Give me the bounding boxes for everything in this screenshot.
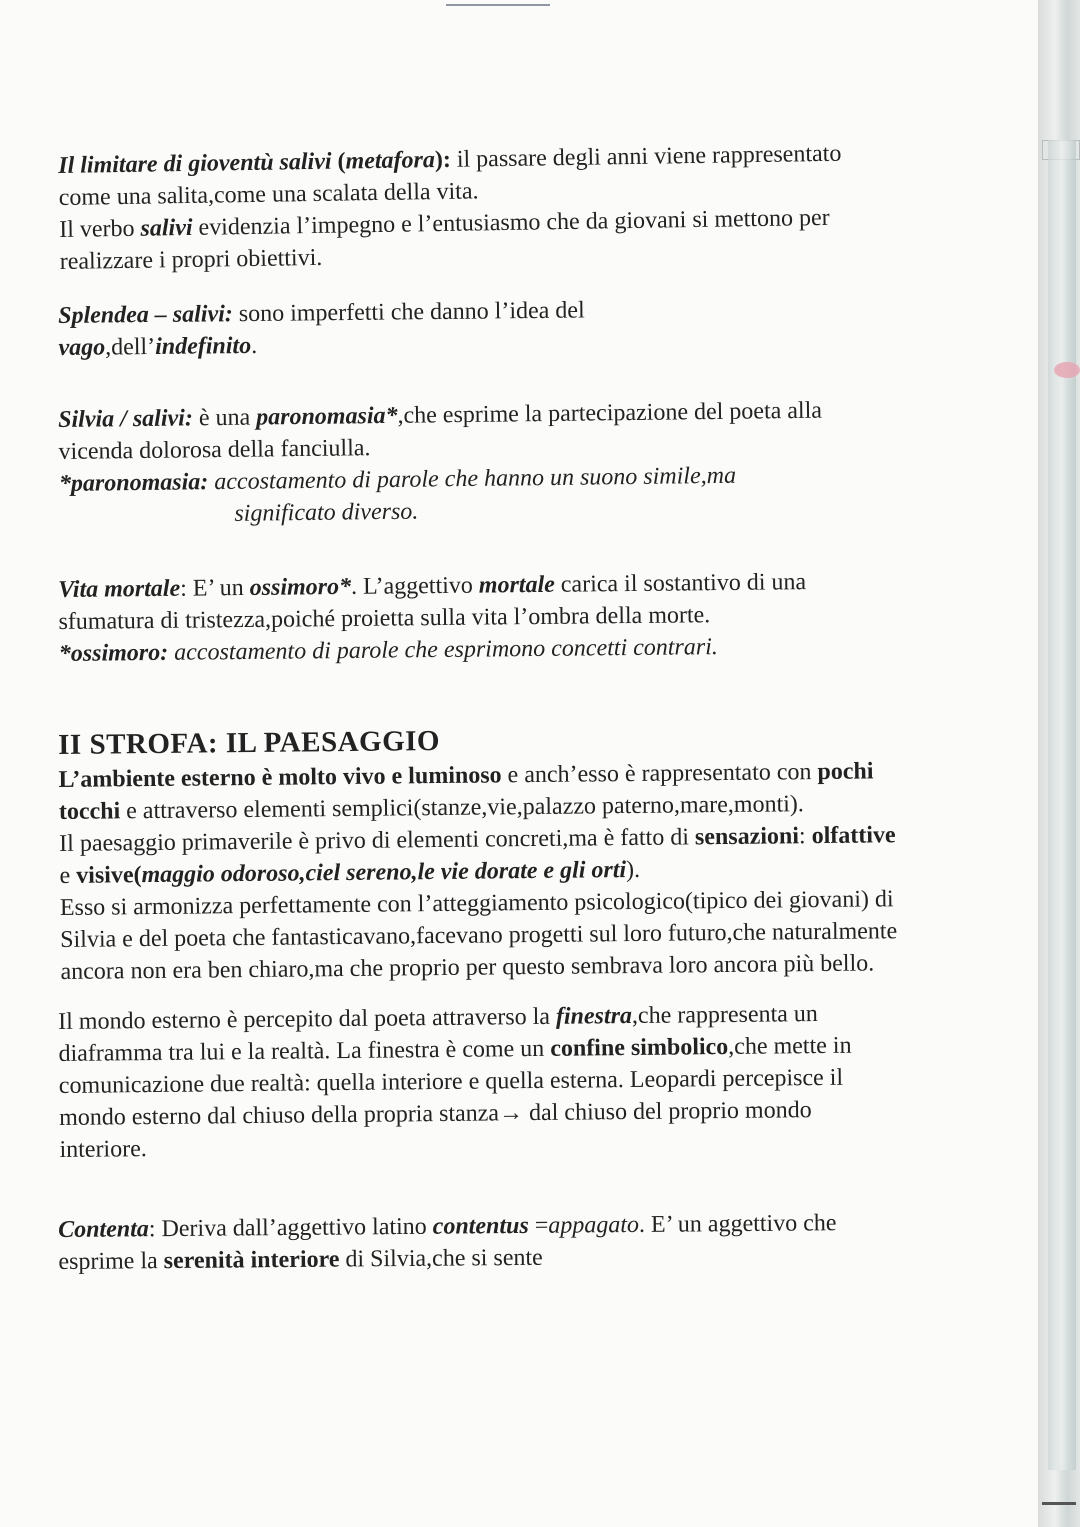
quote-term: Splendea – salivi:: [58, 301, 233, 329]
paragraph-paronomasia: Silvia / salivi: è una paronomasia*,che esprime la partecipazione del poeta alla vicenda dolorosa della fanciulla. *paronomasia: accostamento di parole che hanno un suono simile,ma significato diverso.: [58, 397, 823, 527]
footnote-definition: accostamento di parole che esprimono concetti contrari.: [168, 634, 718, 666]
top-edge-line: [446, 4, 550, 6]
footnote-definition: accostamento di parole che hanno un suono simile,ma: [208, 462, 737, 496]
paragraph-finestra: Il mondo esterno è percepito dal poeta attraverso la finestra,che rappresenta un diaframma tra lui e la realtà. La finestra è come un confine simbolico,che mette in comunicazione due realtà: quella interiore e quella esterna. Leopardi percepisce il mondo esterno dal chiuso della propria stanza→ dal chiuso del proprio mondo interiore.: [58, 1001, 852, 1163]
footnote-term: *ossimoro:: [58, 639, 169, 667]
section-heading: II STROFA: IL PAESAGGIO: [58, 725, 441, 761]
paragraph-splendea: Splendea – salivi: sono imperfetti che danno l’idea del vago,dell’indefinito.: [58, 297, 585, 361]
paragraph-vita-mortale: Vita mortale: E’ un ossimoro*. L’aggettivo mortale carica il sostantivo di una sfumatura di tristezza,poiché proietta sulla vita l’ombra della morte. *ossimoro: accostamento di parole che esprimono concetti contrari.: [58, 569, 807, 667]
arrow-icon: →: [498, 1100, 524, 1127]
paragraph-contenta: Contenta: Deriva dall’aggettivo latino contentus =appagato. E’ un aggettivo che esprime la serenità interiore di Silvia,che si sente: [58, 1210, 837, 1275]
binder-mark: [1054, 362, 1080, 378]
paragraph-limitare: Il limitare di gioventù salivi (metafora): il passare degli anni viene rappresentato come una salita,come una scalata della vita. Il verbo salivi evidenzia l’impegno e l’entusiasmo che da giovani si mettono per realizzare i propri obiettivi.: [58, 140, 842, 275]
binder-strip: [1048, 140, 1076, 1470]
figure-name: metafora: [345, 147, 436, 175]
figure-name: ossimoro*: [249, 573, 352, 601]
binder-bar: [1042, 1502, 1076, 1505]
section-paesaggio: II STROFA: IL PAESAGGIO L’ambiente esterno è molto vivo e luminoso e anch’esso è rappresentato con pochi tocchi e attraverso elementi semplici(stanze,vie,palazzo paterno,mare,monti). Il paesaggio primaverile è privo di elementi concreti,ma è fatto di sensazioni: olfattive e visive(maggio odoroso,ciel sereno,le vie dorate e gli orti). Esso si armonizza perfettamente con l’atteggiamento psicologico(tipico dei giovani) di Silvia e del poeta che fantasticavano,facevano progetti sul loro futuro,che naturalmente ancora non era ben chiaro,ma che proprio per questo sembrava loro ancora più bello.: [58, 719, 901, 988]
quote-term: Vita mortale: [58, 575, 181, 603]
quote-term: Il limitare di gioventù salivi: [58, 148, 332, 179]
footnote-term: *paronomasia:: [58, 469, 209, 497]
figure-name: paronomasia*: [256, 402, 398, 431]
binder-edge: [1038, 0, 1080, 1527]
page-content: [58, 140, 898, 1296]
quote-term: Silvia / salivi:: [58, 405, 194, 433]
quote-term: Contenta: [58, 1216, 149, 1243]
